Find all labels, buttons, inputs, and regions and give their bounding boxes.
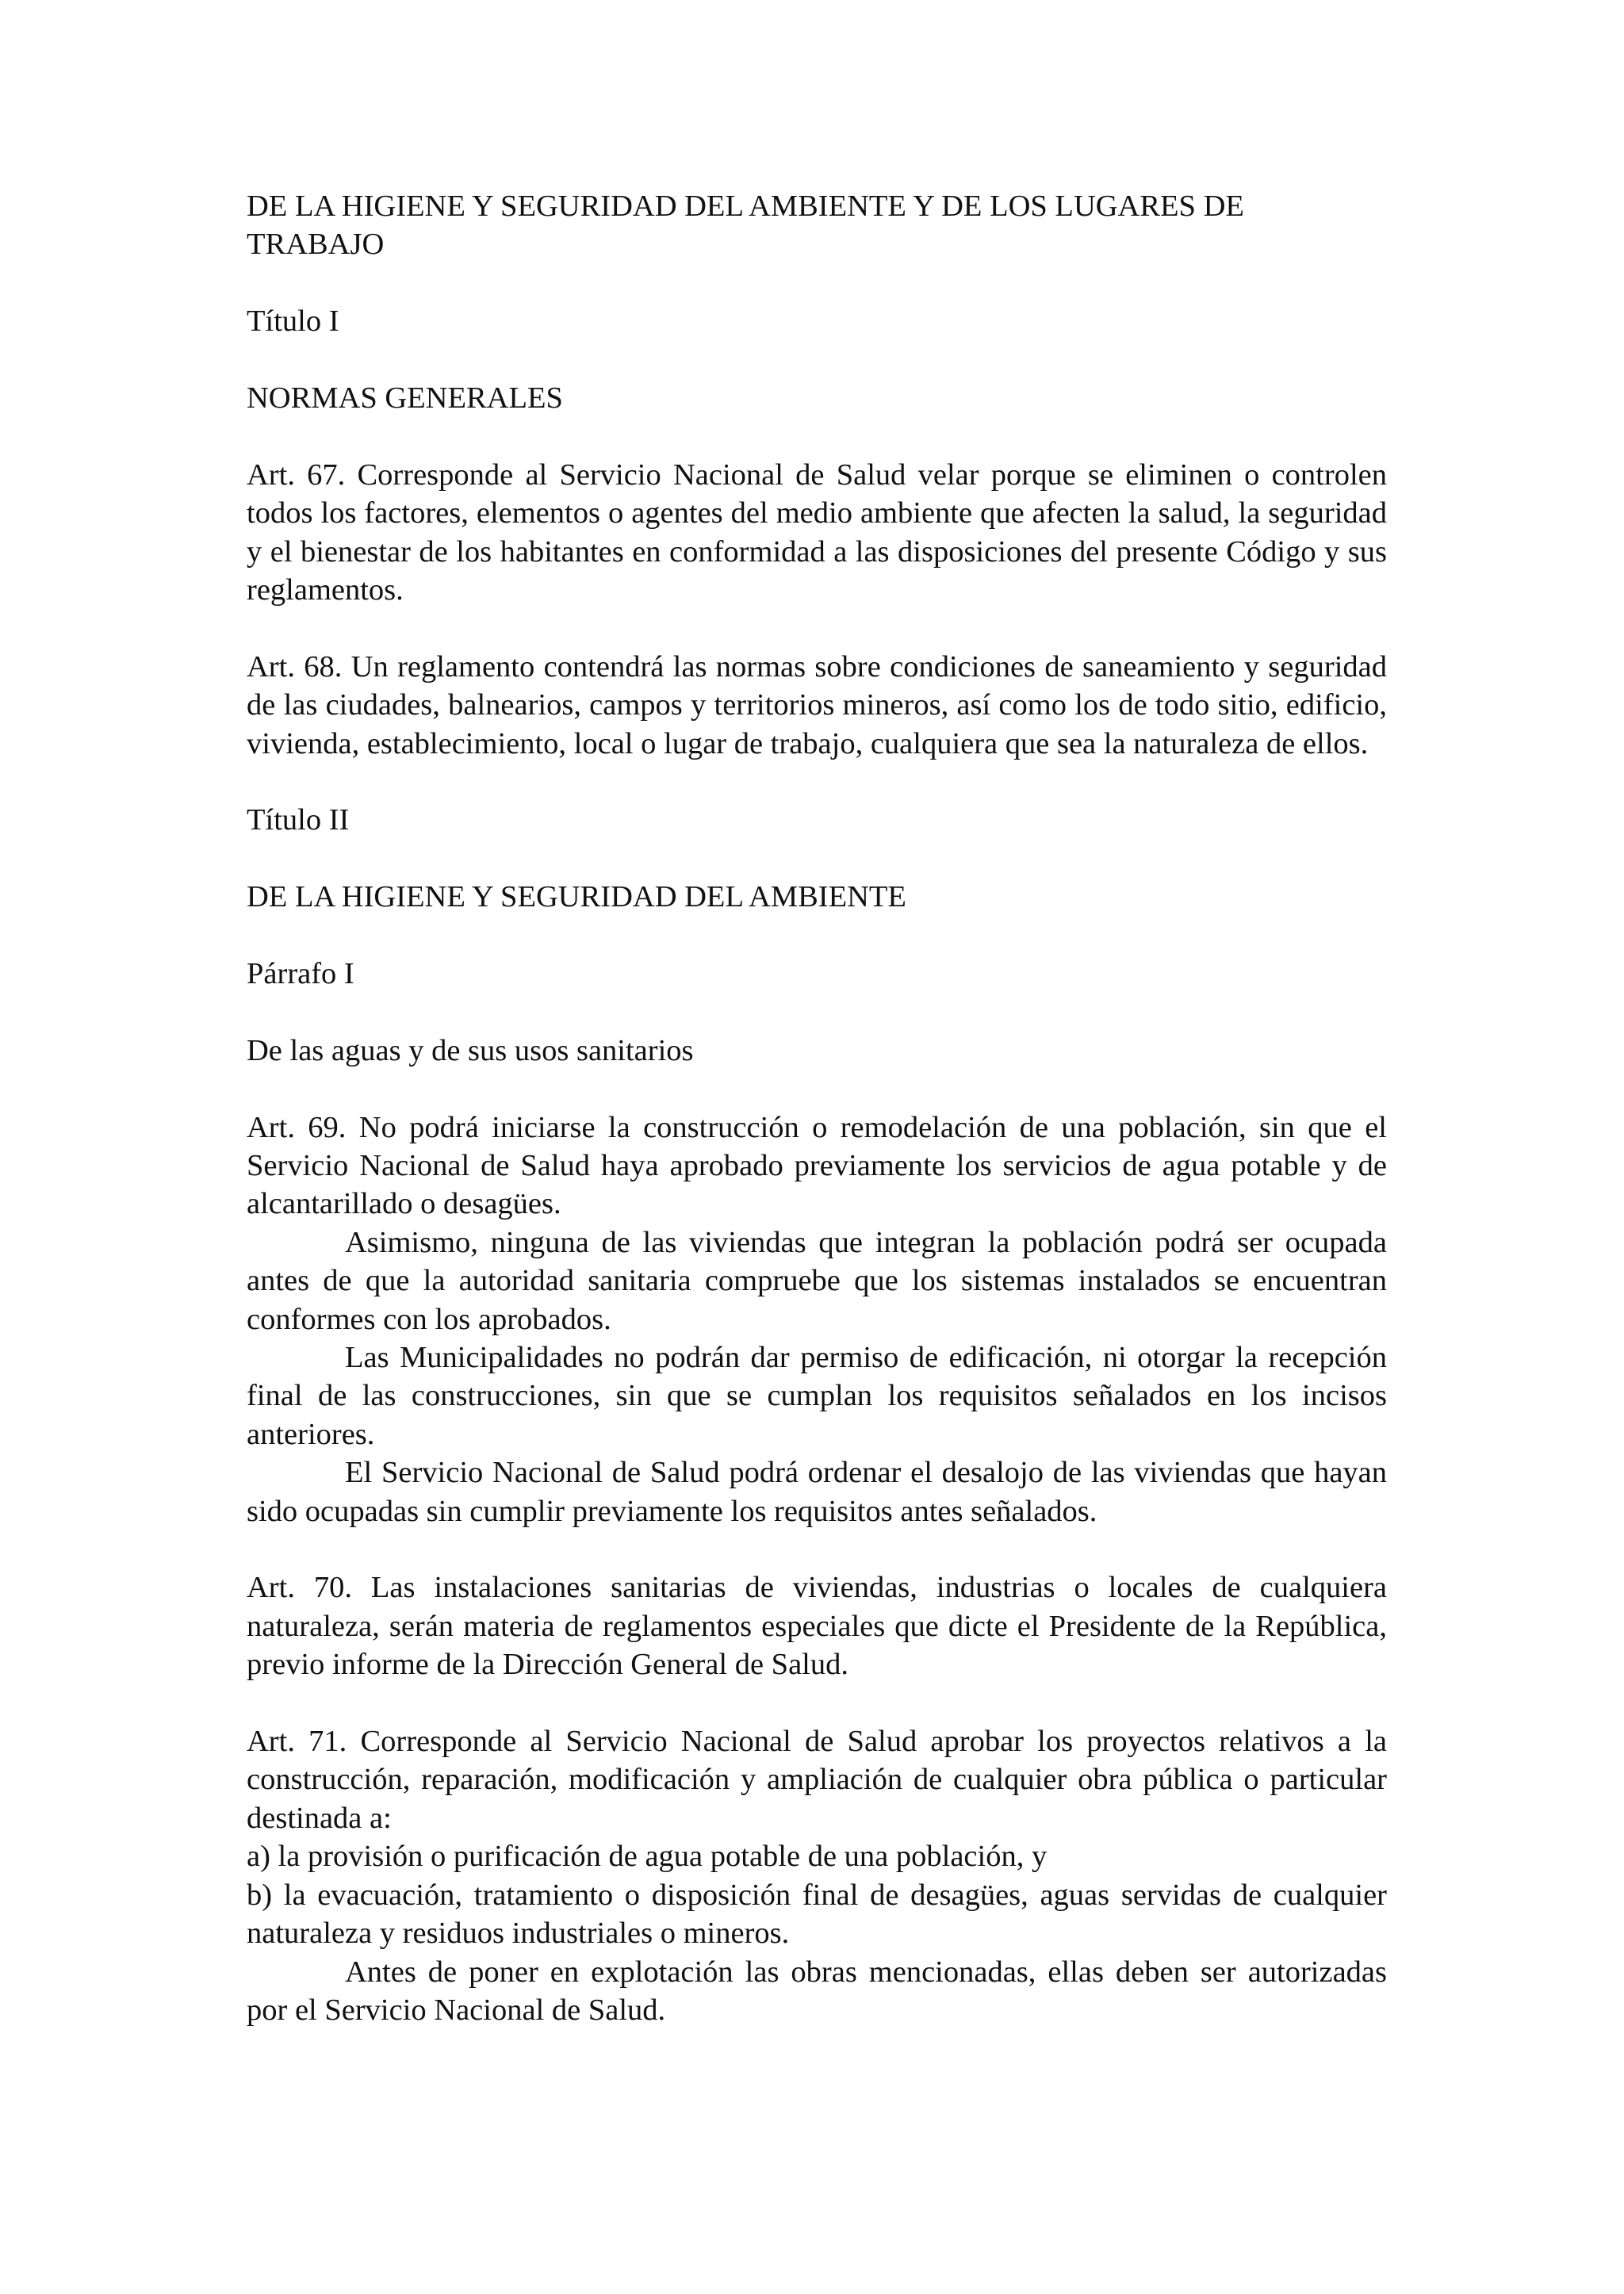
paragraph-1-name: De las aguas y de sus usos sanitarios	[247, 1033, 694, 1067]
document-page	[247, 187, 1387, 2029]
title-2-name: DE LA HIGIENE Y SEGURIDAD DEL AMBIENTE	[247, 880, 906, 914]
article-71	[247, 1722, 1387, 2029]
title-2-label: Título II	[247, 803, 350, 837]
article-69-clause-3: Las Municipalidades no podrán dar permiso de edificación, ni otorgar la recepción final de las construcciones, sin que se cumplan los requisitos señalados en los incisos anteriores.	[247, 1341, 1387, 1451]
article-69	[247, 1109, 1387, 1530]
article-71-item-b: b) la evacuación, tratamiento o disposición final de desagües, aguas servidas de cualquier naturaleza y residuos industriales o mineros.	[247, 1878, 1387, 1951]
article-69-clause-4: El Servicio Nacional de Salud podrá ordenar el desalojo de las viviendas que hayan sido ocupadas sin cumplir previamente los requisitos antes señalados.	[247, 1456, 1387, 1528]
article-69-clause-2: Asimismo, ninguna de las viviendas que integran la población podrá ser ocupada antes de que la autoridad sanitaria compruebe que los sistemas instalados se encuentran conformes con los aprobados.	[247, 1225, 1387, 1336]
title-1-label: Título I	[247, 304, 339, 339]
article-71-clause-1: Art. 71. Corresponde al Servicio Nacional de Salud aprobar los proyectos relativos a la construcción, reparación, modificación y ampliación de cualquier obra pública o particular destinada a:	[247, 1725, 1387, 1835]
chapter-title: DE LA HIGIENE Y SEGURIDAD DEL AMBIENTE Y DE LOS LUGARES DE TRABAJO	[247, 190, 1244, 262]
article-67: Art. 67. Corresponde al Servicio Nacional de Salud velar porque se eliminen o controlen todos los factores, elementos o agentes del medio ambiente que afecten la salud, la seguridad y el bienestar de los habitantes en conformidad a las disposiciones del presente Código y sus reglamentos.	[247, 458, 1387, 607]
article-70: Art. 70. Las instalaciones sanitarias de viviendas, industrias o locales de cualquiera naturaleza, serán materia de reglamentos especiales que dicte el Presidente de la República, previo informe de la Dirección General de Salud.	[247, 1571, 1387, 1682]
article-69-clause-1: Art. 69. No podrá iniciarse la construcción o remodelación de una población, sin que el Servicio Nacional de Salud haya aprobado previamente los servicios de agua potable y de alcantarillado o desagües.	[247, 1110, 1387, 1221]
paragraph-1-label: Párrafo I	[247, 957, 354, 991]
title-1-name: NORMAS GENERALES	[247, 381, 563, 415]
article-68: Art. 68. Un reglamento contendrá las normas sobre condiciones de saneamiento y seguridad de las ciudades, balnearios, campos y territorios mineros, así como los de todo sitio, edificio, vivienda, establecimiento, local o lugar de trabajo, cualquiera que sea la naturaleza de ellos.	[247, 649, 1387, 760]
article-71-clause-2: Antes de poner en explotación las obras mencionadas, ellas deben ser autorizadas por el Servicio Nacional de Salud.	[247, 1955, 1387, 2027]
article-71-item-a: a) la provisión o purificación de agua potable de una población, y	[247, 1840, 1048, 1874]
